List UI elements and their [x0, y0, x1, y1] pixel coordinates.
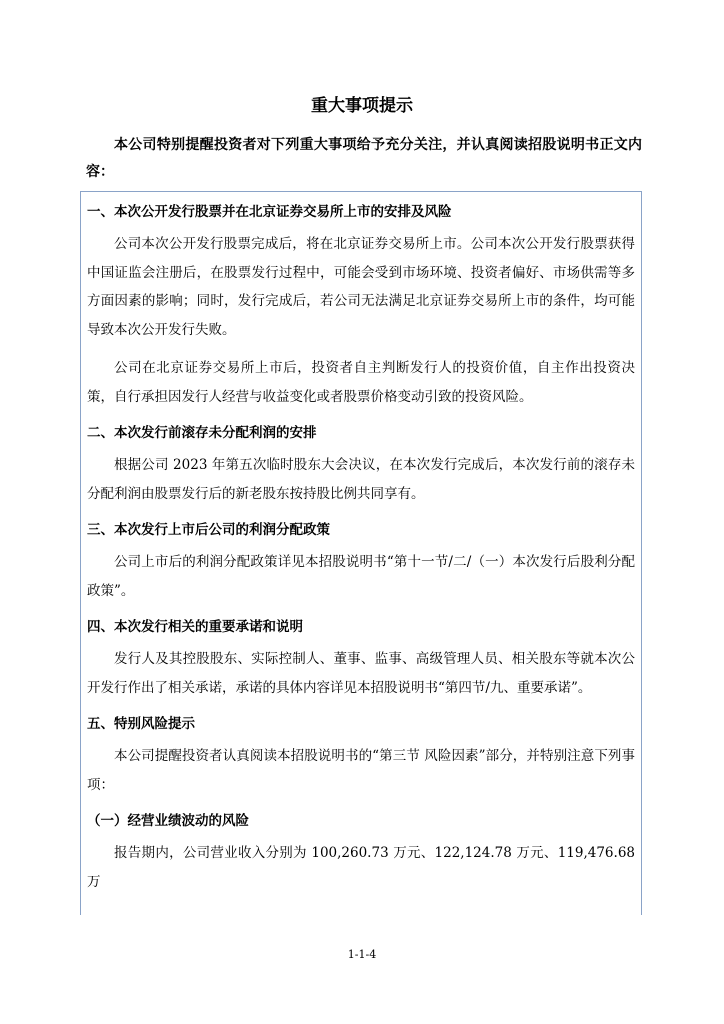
section-1: [87, 200, 635, 411]
paragraph: 公司本次公开发行股票完成后，将在北京证券交易所上市。公司本次公开发行股票获得中国证监会注册后，在股票发行过程中，可能会受到市场环境、投资者偏好、市场供需等多方面因素的影响；同时，发行完成后，若公司无法满足北京证券交易所上市的条件，均可能导致本次公开发行失败。: [87, 236, 635, 338]
paragraph: 报告期内，公司营业收入分别为 100,260.73 万元、122,124.78 万元、119,476.68 万: [87, 845, 635, 890]
section-heading: 三、本次发行上市后公司的利润分配政策: [87, 522, 330, 538]
paragraph: 公司上市后的利润分配政策详见本招股说明书“第十一节/二/（一）本次发行后股利分配政策”。: [87, 554, 635, 599]
intro-paragraph: 本公司特别提醒投资者对下列重大事项给予充分关注，并认真阅读招股说明书正文内容：: [86, 137, 642, 180]
content-box: [80, 191, 642, 915]
paragraph: 发行人及其控股股东、实际控制人、董事、监事、高级管理人员、相关股东等就本次公开发行作出了相关承诺，承诺的具体内容详见本招股说明书“第四节/九、重要承诺”。: [87, 651, 635, 696]
section-3: [87, 518, 635, 605]
paragraph: 公司在北京证券交易所上市后，投资者自主判断发行人的投资价值，自主作出投资决策，自行承担因发行人经营与收益变化或者股票价格变动引致的投资风险。: [87, 360, 635, 405]
page-title: 重大事项提示: [311, 96, 413, 116]
paragraph: 根据公司 2023 年第五次临时股东大会决议，在本次发行完成后，本次发行前的滚存未分配利润由股票发行后的新老股东按持股比例共同享有。: [87, 457, 635, 502]
subsection-1: [87, 809, 635, 896]
section-heading: 二、本次发行前滚存未分配利润的安排: [87, 425, 317, 441]
section-2: [87, 421, 635, 508]
section-5: [87, 712, 635, 799]
subsection-heading: （一）经营业绩波动的风险: [87, 813, 249, 829]
section-4: [87, 615, 635, 702]
page-number: 1-1-4: [347, 948, 377, 961]
section-heading: 一、本次公开发行股票并在北京证券交易所上市的安排及风险: [87, 204, 452, 220]
section-heading: 五、特别风险提示: [87, 716, 195, 732]
section-heading: 四、本次发行相关的重要承诺和说明: [87, 619, 303, 635]
paragraph: 本公司提醒投资者认真阅读本招股说明书的“第三节 风险因素”部分，并特别注意下列事项：: [87, 748, 635, 793]
